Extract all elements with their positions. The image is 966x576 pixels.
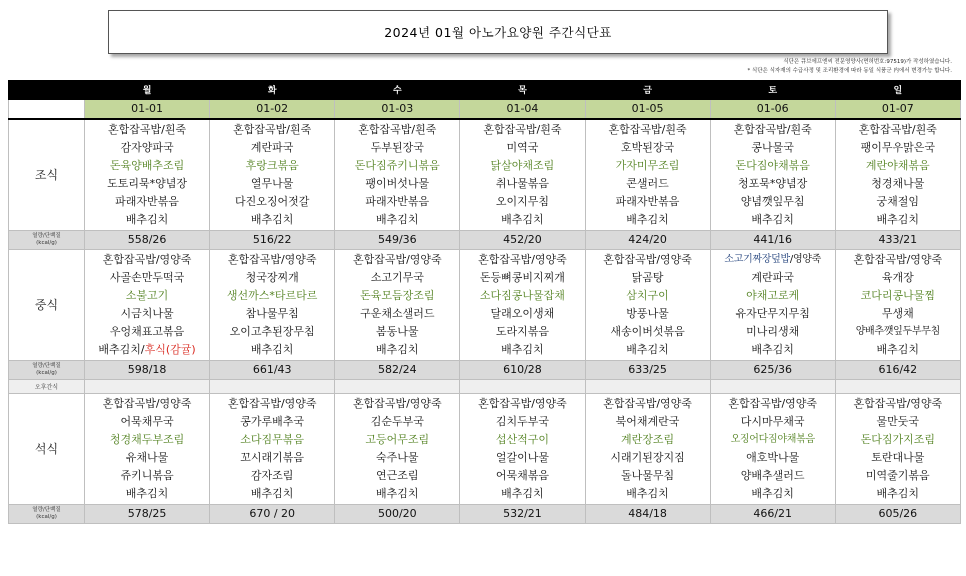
dish: 얼갈이나물 (495, 450, 549, 464)
dish: 혼합잡곡밥/영양죽 (102, 396, 192, 410)
dish: 도토리묵*양념장 (107, 176, 187, 190)
kcal-value: 532/21 (460, 504, 585, 523)
dish: 청포묵*양념장 (738, 176, 808, 190)
dish-main: 소다짐무볶음 (240, 432, 305, 446)
breakfast-kcal-row (9, 230, 961, 249)
dish: 배추김치 (250, 486, 294, 500)
dish-main: 생선까스*타르타르 (226, 288, 318, 302)
dish: 배추김치 (876, 486, 920, 500)
date-header: 01-02 (210, 99, 335, 119)
dish: 배추김치 (250, 212, 294, 226)
dish-main: 야채고로케 (746, 288, 800, 302)
kcal-value: 670 / 20 (210, 504, 335, 523)
kcal-label-unit: (kcal/g) (36, 513, 57, 520)
kcal-value: 582/24 (335, 360, 460, 379)
dish-main: 계란야채볶음 (865, 158, 930, 172)
dish: 닭곰탕 (631, 270, 664, 284)
lunch-cell (460, 249, 585, 360)
lunch-cell (710, 249, 835, 360)
dish: 물만둣국 (876, 414, 920, 428)
dish: 호박된장국 (620, 140, 675, 154)
date-header: 01-01 (85, 99, 210, 119)
dish: 배추김치 (626, 486, 669, 500)
dish: 새송이버섯볶음 (610, 324, 685, 338)
dish: 혼합잡곡밥/영양죽 (352, 396, 442, 410)
dish: 구운채소샐러드 (360, 306, 435, 320)
dish: 혼합잡곡밥/흰죽 (608, 122, 687, 136)
dessert: 후식(감귤) (144, 342, 196, 356)
kcal-value: 605/26 (835, 504, 960, 523)
kcal-value: 549/36 (335, 230, 460, 249)
kcal-label (9, 230, 85, 249)
dish: 두부된장국 (370, 140, 424, 154)
dish-main: 돈다짐야채볶음 (735, 158, 810, 172)
dish: 파래자반볶음 (615, 194, 680, 208)
weekday-header: 토 (710, 81, 835, 99)
note-line: * 식단은 식자재의 수급사정 및 조리환경에 따라 동일 식품군 内에서 변경가능 합니다. (747, 68, 952, 74)
dish-main: 후랑크볶음 (245, 158, 299, 172)
dish: 달래오이생채 (490, 306, 555, 320)
kcal-value: 661/43 (210, 360, 335, 379)
dish: 사골손만두떡국 (109, 270, 185, 284)
dish: 육개장 (881, 270, 914, 284)
dish: 어묵채볶음 (495, 468, 549, 482)
dish: 미나리생채 (746, 324, 800, 338)
corner-cell (9, 81, 85, 99)
dish: 배추김치 (501, 486, 544, 500)
dish-main: 청경채두부조림 (109, 432, 185, 446)
dish: 혼합잡곡밥/흰죽 (483, 122, 562, 136)
kcal-value: 625/36 (710, 360, 835, 379)
dish: 콘샐러드 (626, 176, 669, 190)
dish: 꼬시래기볶음 (240, 450, 305, 464)
dish: 궁채절임 (876, 194, 920, 208)
dish: 배추김치/ (98, 342, 145, 356)
kcal-value: 466/21 (710, 504, 835, 523)
notes (747, 58, 952, 76)
dish: 혼합잡곡밥/흰죽 (233, 122, 312, 136)
dish: 배추김치 (751, 212, 794, 226)
dish: 감자양파국 (120, 140, 174, 154)
dish: 배추김치 (751, 486, 794, 500)
dish-main: 소다짐콩나물잡채 (479, 288, 565, 302)
dish: 배추김치 (501, 212, 544, 226)
dish-main: 섭산적구이 (495, 432, 549, 446)
breakfast-cell (585, 119, 710, 231)
snack-cell (835, 379, 960, 393)
dish: 토란대나물 (871, 450, 925, 464)
kcal-value: 500/20 (335, 504, 460, 523)
dish: 배추김치 (125, 212, 169, 226)
weekly-menu-table (8, 80, 961, 524)
kcal-label-line: 열량/단백질 (32, 232, 61, 239)
dish: 감자조림 (250, 468, 294, 482)
dish: 오이고추된장무침 (229, 324, 315, 338)
snack-row (9, 379, 961, 393)
kcal-value: 424/20 (585, 230, 710, 249)
dish: 배추김치 (250, 342, 294, 356)
weekday-header-row (9, 81, 961, 99)
dish: 배추김치 (125, 486, 169, 500)
dish: 김순두부국 (370, 414, 424, 428)
dish: 혼합잡곡밥/영양죽 (853, 252, 943, 266)
dish: 혼합잡곡밥/영양죽 (352, 252, 442, 266)
dish: 혼합잡곡밥/영양죽 (227, 252, 317, 266)
dish: 북어채계란국 (615, 414, 680, 428)
weekday-header: 일 (835, 81, 960, 99)
dish: 배추김치 (376, 212, 419, 226)
dish-main: 소불고기 (125, 288, 169, 302)
kcal-value: 558/26 (85, 230, 210, 249)
dish: 유채나물 (125, 450, 169, 464)
dish: 배추김치 (626, 212, 669, 226)
lunch-cell (85, 249, 210, 360)
kcal-label-unit: (kcal/g) (36, 369, 57, 376)
dish: 혼합잡곡밥/흰죽 (108, 122, 187, 136)
dish: 연근조림 (376, 468, 419, 482)
kcal-value: 433/21 (835, 230, 960, 249)
kcal-label (9, 360, 85, 379)
dish: 배추김치 (501, 342, 544, 356)
dish: 시금치나물 (120, 306, 174, 320)
date-header: 01-07 (835, 99, 960, 119)
dinner-cell (335, 393, 460, 504)
dish: 배추김치 (751, 342, 794, 356)
snack-cell (335, 379, 460, 393)
dish: 소고기짜장덮밥 (724, 253, 790, 265)
page-title: 2024년 01월 아노가요양원 주간식단표 (108, 10, 888, 54)
breakfast-cell (335, 119, 460, 231)
dish-main: 삼치구이 (626, 288, 669, 302)
dish: 혼합잡곡밥/영양죽 (227, 396, 317, 410)
breakfast-cell (710, 119, 835, 231)
dish: 오이지무침 (495, 194, 549, 208)
snack-cell (85, 379, 210, 393)
breakfast-row (9, 119, 961, 231)
kcal-value: 484/18 (585, 504, 710, 523)
meal-label-dinner: 석식 (9, 393, 85, 504)
dish: 유자단무지무침 (735, 306, 810, 320)
dish: 애호박나물 (746, 450, 800, 464)
dish: 봄동나물 (376, 324, 419, 338)
dish: 청경채나물 (871, 176, 925, 190)
snack-cell (460, 379, 585, 393)
weekday-header: 금 (585, 81, 710, 99)
dish: 방풍나물 (626, 306, 669, 320)
dish: 파래자반볶음 (365, 194, 430, 208)
dish: 팽이무우맑은국 (860, 140, 935, 154)
dish: 청국장찌개 (245, 270, 299, 284)
date-header-row (9, 99, 961, 119)
dinner-kcal-row (9, 504, 961, 523)
dish: 배추김치 (876, 342, 920, 356)
kcal-value: 516/22 (210, 230, 335, 249)
dish: 다시마무채국 (740, 414, 805, 428)
dish: 혼합잡곡밥/영양죽 (478, 252, 567, 266)
kcal-value: 633/25 (585, 360, 710, 379)
kcal-value: 616/42 (835, 360, 960, 379)
dish: 도라지볶음 (495, 324, 549, 338)
dish: 양념깻잎무침 (740, 194, 805, 208)
dish: 시래기된장지짐 (610, 450, 685, 464)
dish-main: 가자미무조림 (615, 158, 680, 172)
dish: 혼합잡곡밥/영양죽 (603, 396, 692, 410)
dish: 숙주나물 (376, 450, 419, 464)
dish-main: 계란장조림 (620, 432, 675, 446)
dish: 계란파국 (250, 140, 294, 154)
corner-cell (9, 99, 85, 119)
dish-main: 고등어무조림 (365, 432, 430, 446)
date-header: 01-05 (585, 99, 710, 119)
dish: 돈등뼈콩비지찌개 (479, 270, 565, 284)
dish: 콩나물국 (751, 140, 794, 154)
dish-main: 돈다짐쥬키니볶음 (354, 158, 440, 172)
dinner-cell (835, 393, 960, 504)
dish: 참나물무침 (245, 306, 299, 320)
dish-kimchi-dessert (85, 341, 209, 359)
dish: 양배추깻잎두부무침 (855, 325, 940, 337)
kcal-value: 452/20 (460, 230, 585, 249)
dish-main: 코다리콩나물찜 (860, 288, 935, 302)
snack-cell (710, 379, 835, 393)
weekday-header: 수 (335, 81, 460, 99)
kcal-label-line: 열량/단백질 (32, 506, 61, 513)
date-header: 01-03 (335, 99, 460, 119)
meal-label-breakfast: 조식 (9, 119, 85, 231)
breakfast-cell (210, 119, 335, 231)
dish-main: 돈육모듬장조림 (360, 288, 435, 302)
dish: 열무나물 (250, 176, 294, 190)
kcal-value: 598/18 (85, 360, 210, 379)
kcal-label-line: 열량/단백질 (32, 362, 61, 369)
dinner-cell (710, 393, 835, 504)
snack-label: 오후간식 (9, 379, 85, 393)
dish: 혼합잡곡밥/영양죽 (728, 396, 818, 410)
snack-cell (210, 379, 335, 393)
lunch-cell (585, 249, 710, 360)
dish: 미역줄기볶음 (865, 468, 930, 482)
dish-main: 돈다짐가지조림 (860, 432, 935, 446)
dish: 배추김치 (376, 486, 419, 500)
dish: /영양죽 (789, 253, 822, 265)
dish: 우엉채표고볶음 (109, 324, 185, 338)
kcal-label-unit: (kcal/g) (36, 239, 57, 246)
dish: 혼합잡곡밥/영양죽 (478, 396, 567, 410)
kcal-label (9, 504, 85, 523)
dish: 무생채 (881, 306, 914, 320)
dish: 배추김치 (626, 342, 669, 356)
dinner-cell (85, 393, 210, 504)
dish: 취나물볶음 (495, 176, 549, 190)
dish: 돌나물무침 (620, 468, 675, 482)
dish: 혼합잡곡밥/영양죽 (102, 252, 192, 266)
dish: 배추김치 (376, 342, 419, 356)
lunch-cell (835, 249, 960, 360)
date-header: 01-06 (710, 99, 835, 119)
lunch-cell (210, 249, 335, 360)
date-header: 01-04 (460, 99, 585, 119)
dish: 혼합잡곡밥/영양죽 (603, 252, 692, 266)
dish: 소고기무국 (370, 270, 424, 284)
dish: 양배추샐러드 (740, 468, 805, 482)
breakfast-cell (460, 119, 585, 231)
note-line: 식단은 큐브에프엔씨 전문영양사(면허번호:97519)가 작성하였습니다. (783, 59, 952, 65)
breakfast-cell (85, 119, 210, 231)
dish-main: 오징어다짐야채볶음 (730, 433, 815, 445)
dish: 콩가루배추국 (240, 414, 305, 428)
dish: 혼합잡곡밥/흰죽 (733, 122, 812, 136)
dish: 김치두부국 (495, 414, 549, 428)
dinner-cell (460, 393, 585, 504)
dinner-row (9, 393, 961, 504)
kcal-value: 441/16 (710, 230, 835, 249)
dish: 배추김치 (876, 212, 920, 226)
dinner-cell (210, 393, 335, 504)
dish: 파래자반볶음 (115, 194, 179, 208)
dish-main: 닭살야채조림 (490, 158, 555, 172)
dish: 팽이버섯나물 (365, 176, 430, 190)
breakfast-cell (835, 119, 960, 231)
meal-label-lunch: 중식 (9, 249, 85, 360)
weekday-header: 목 (460, 81, 585, 99)
snack-cell (585, 379, 710, 393)
kcal-value: 610/28 (460, 360, 585, 379)
dish-rice-bowl (711, 251, 835, 269)
lunch-row (9, 249, 961, 360)
weekday-header: 화 (210, 81, 335, 99)
dish: 미역국 (506, 140, 539, 154)
dish-main: 돈육양배추조림 (109, 158, 185, 172)
dish: 혼합잡곡밥/흰죽 (858, 122, 937, 136)
weekday-header: 월 (85, 81, 210, 99)
lunch-cell (335, 249, 460, 360)
kcal-value: 578/25 (85, 504, 210, 523)
dish: 쥬키니볶음 (120, 468, 174, 482)
dish: 계란파국 (751, 270, 794, 284)
dish: 혼합잡곡밥/흰죽 (358, 122, 437, 136)
dinner-cell (585, 393, 710, 504)
lunch-kcal-row (9, 360, 961, 379)
dish: 혼합잡곡밥/영양죽 (853, 396, 943, 410)
dish: 다진오징어젓갈 (234, 194, 310, 208)
dish: 어묵채무국 (120, 414, 174, 428)
